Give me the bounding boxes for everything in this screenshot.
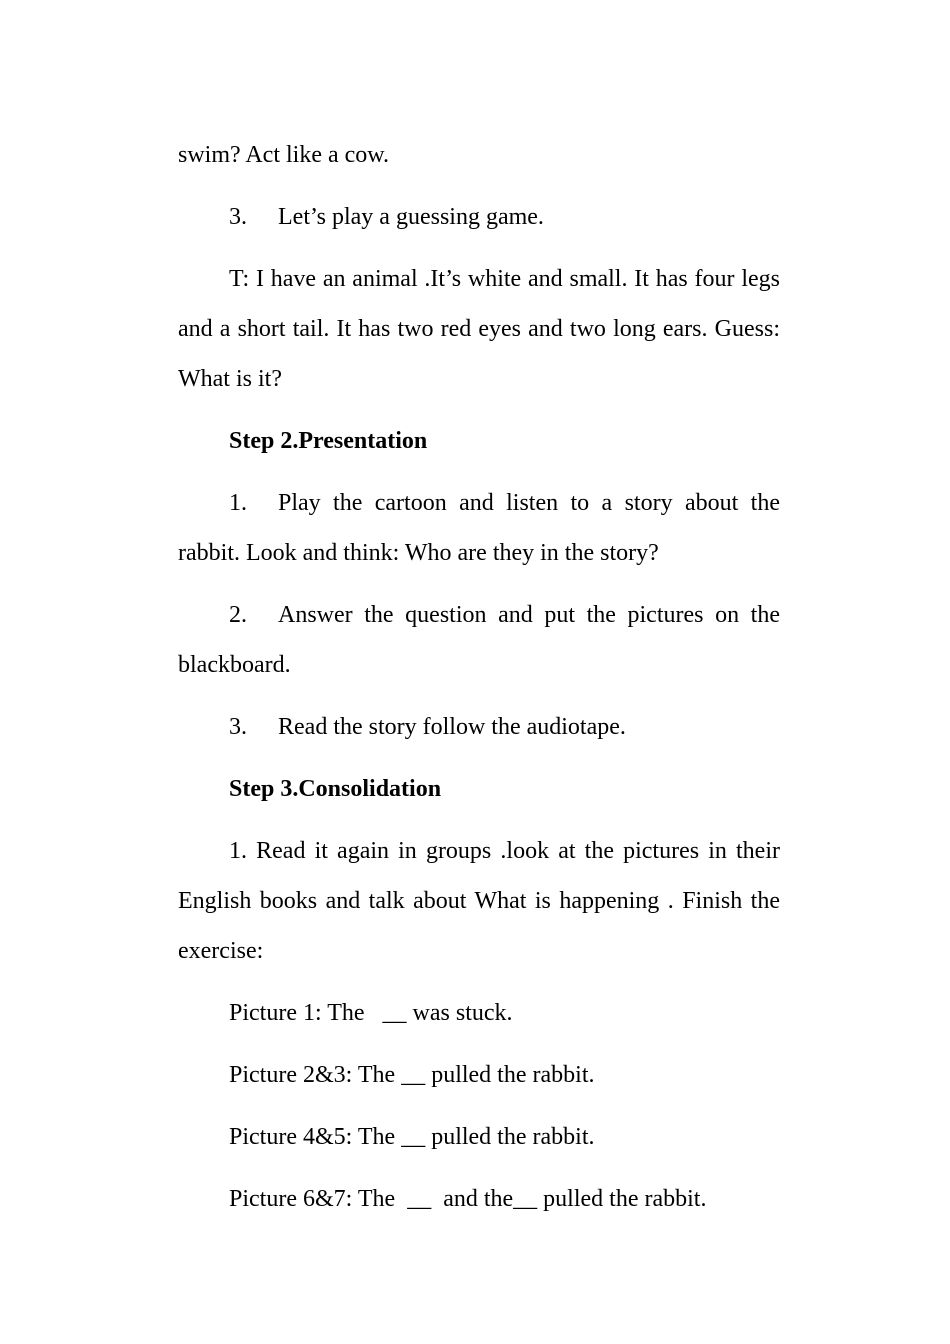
list-item-read-story xyxy=(178,702,780,752)
paragraph-continuation: swim? Act like a cow. xyxy=(178,142,390,168)
document-page xyxy=(178,130,786,1224)
heading-step-3: Step 3.Consolidation xyxy=(229,776,442,802)
paragraph-read-again: 1. Read it again in groups .look at the pictures in their English books and talk about What is happening . Finish the exercise: xyxy=(178,838,786,964)
heading-step-2: Step 2.Presentation xyxy=(229,428,428,454)
list-item-answer-question xyxy=(178,590,786,690)
exercise-picture-2-3: Picture 2&3: The __ pulled the rabbit. xyxy=(229,1062,595,1088)
exercise-picture-6-7: Picture 6&7: The __ and the__ pulled the rabbit. xyxy=(229,1186,707,1212)
list-item-guessing-game xyxy=(178,192,780,242)
list-text: Read the story follow the audiotape. xyxy=(278,714,626,740)
list-item-play-cartoon xyxy=(178,478,786,578)
list-text: Play the cartoon and listen to a story about the rabbit. Look and think: Who are they in the story? xyxy=(178,490,786,566)
list-text: Let’s play a guessing game. xyxy=(278,204,544,230)
list-number: 3. xyxy=(229,204,247,230)
exercise-picture-4-5: Picture 4&5: The __ pulled the rabbit. xyxy=(229,1124,595,1150)
list-number: 2. xyxy=(229,602,247,628)
paragraph-teacher-riddle: T: I have an animal .It’s white and small. It has four legs and a short tail. It has two red eyes and two long ears. Guess: What is it? xyxy=(178,266,786,392)
list-number: 1. xyxy=(229,490,247,516)
list-number: 3. xyxy=(229,714,247,740)
exercise-picture-1: Picture 1: The __ was stuck. xyxy=(229,1000,513,1026)
list-text: Answer the question and put the pictures on the blackboard. xyxy=(178,602,786,678)
